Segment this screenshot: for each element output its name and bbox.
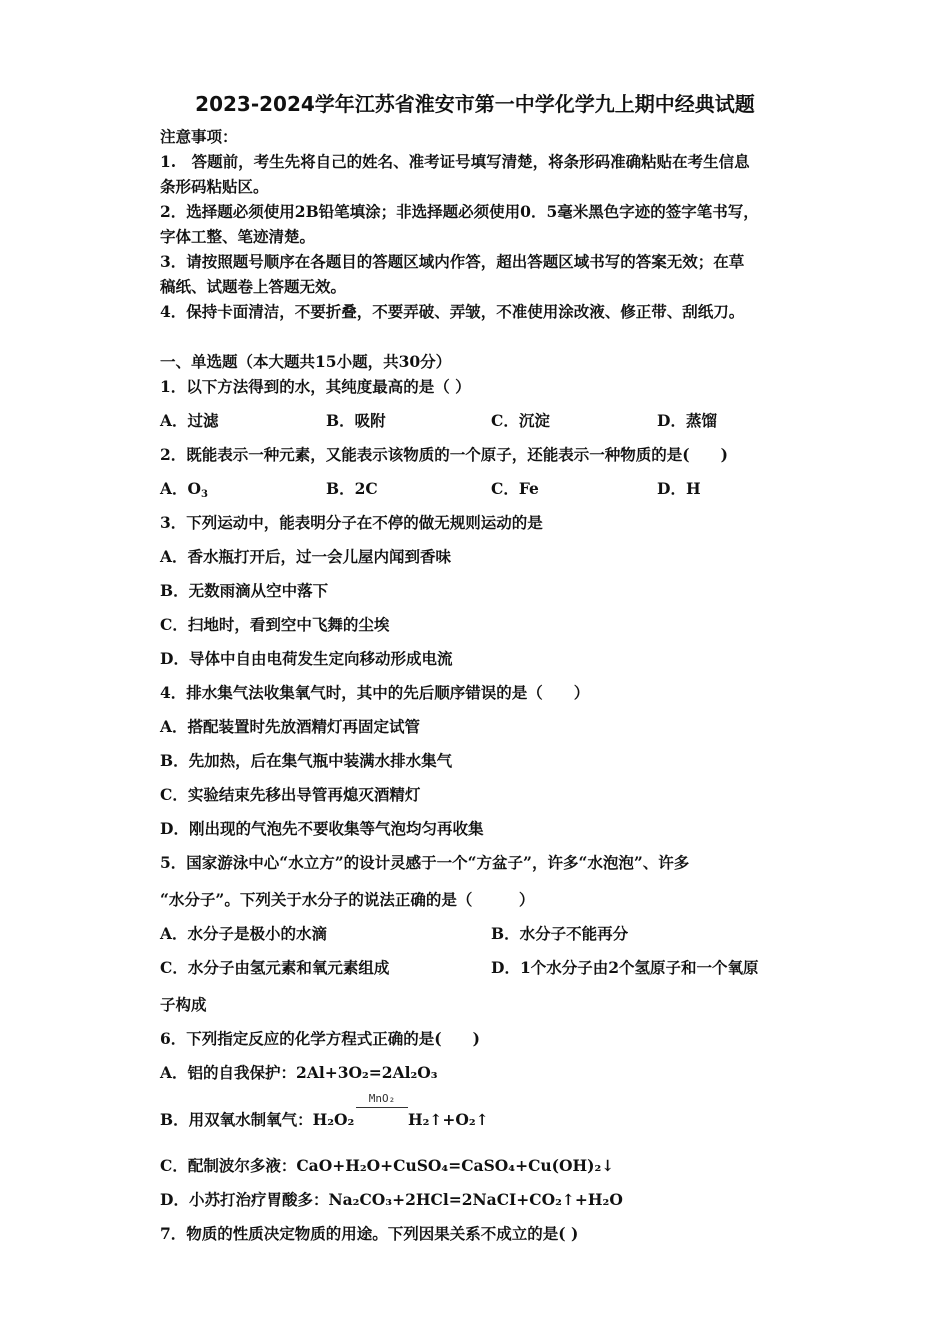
- q3-option-a: A．香水瓶打开后，过一会儿屋内闻到香味: [160, 547, 452, 566]
- q6-option-c: C．配制波尔多液：CaO+H₂O+CuSO₄=CaSO₄+Cu(OH)₂↓: [160, 1156, 615, 1175]
- equation-b-products: H₂↑+O₂↑: [408, 1110, 489, 1129]
- q3-option-d: D．导体中自由电荷发生定向移动形成电流: [160, 649, 453, 668]
- section-heading: 一、单选题（本大题共15小题，共30分）: [160, 352, 452, 371]
- question-2-stem: 2．既能表示一种元素，又能表示该物质的一个原子，还能表示一种物质的是( ): [160, 445, 728, 464]
- notice-line: 4．保持卡面清洁，不要折叠，不要弄破、弄皱，不准使用涂改液、修正带、刮纸刀。: [160, 302, 745, 321]
- equation-b-reactant: H₂O₂: [312, 1110, 355, 1129]
- q6-option-d: D．小苏打治疗胃酸多：Na₂CO₃+2HCl=2NaCI+CO₂↑+H₂O: [160, 1190, 623, 1209]
- catalyst-arrow: [356, 1093, 408, 1108]
- q2-option-a: A．$O_3$: [160, 479, 208, 500]
- notice-line: 3．请按照题号顺序在各题目的答题区域内作答，超出答题区域书写的答案无效；在草: [160, 252, 745, 271]
- question-3-stem: 3．下列运动中，能表明分子在不停的做无规则运动的是: [160, 513, 543, 532]
- q2-option-c: C．Fe: [491, 479, 539, 498]
- question-5-stem: 5．国家游泳中心“水立方”的设计灵感于一个“方盆子”，许多“水泡泡”、许多: [160, 853, 690, 872]
- q3-option-c: C．扫地时，看到空中飞舞的尘埃: [160, 615, 390, 634]
- equation-c: CaO+H₂O+CuSO₄=CaSO₄+Cu(OH)₂↓: [296, 1156, 615, 1175]
- q1-option-d: D．蒸馏: [657, 411, 717, 430]
- q4-option-c: C．实验结束先移出导管再熄灭酒精灯: [160, 785, 421, 804]
- equation-d: Na₂CO₃+2HCl=2NaCI+CO₂↑+H₂O: [328, 1190, 623, 1209]
- q4-option-b: B．先加热，后在集气瓶中装满水排水集气: [160, 751, 453, 770]
- equation-a: 2Al+3O₂=2Al₂O₃: [296, 1063, 438, 1082]
- q2-option-b: B．2C: [326, 479, 378, 498]
- notice-line: 稿纸、试题卷上答题无效。: [160, 277, 347, 296]
- question-5-stem-cont: “水分子”。下列关于水分子的说法正确的是（ ）: [160, 890, 535, 909]
- q5-option-d-cont: 子构成: [160, 995, 207, 1014]
- catalyst-label: MnO₂: [368, 1092, 396, 1105]
- reaction-line: [356, 1107, 408, 1108]
- q5-option-c: C．水分子由氢元素和氧元素组成: [160, 958, 390, 977]
- q4-option-a: A．搭配装置时先放酒精灯再固定试管: [160, 717, 421, 736]
- q5-option-d: D．1个水分子由2个氢原子和一个氧原: [491, 958, 759, 977]
- notice-line: 2．选择题必须使用2B铅笔填涂；非选择题必须使用0．5毫米黑色字迹的签字笔书写，: [160, 202, 759, 221]
- question-7-stem: 7．物质的性质决定物质的用途。下列因果关系不成立的是( ): [160, 1224, 579, 1243]
- q3-option-b: B．无数雨滴从空中落下: [160, 581, 329, 600]
- q6-option-a: A．铝的自我保护：2Al+3O₂=2Al₂O₃: [160, 1063, 438, 1082]
- q4-option-d: D．刚出现的气泡先不要收集等气泡均匀再收集: [160, 819, 484, 838]
- notice-heading: 注意事项：: [160, 127, 238, 146]
- question-4-stem: 4．排水集气法收集氧气时，其中的先后顺序错误的是（ ）: [160, 683, 590, 702]
- q5-option-b: B．水分子不能再分: [491, 924, 629, 943]
- notice-line: 条形码粘贴区。: [160, 177, 269, 196]
- question-1-stem: 1．以下方法得到的水，其纯度最高的是（ ）: [160, 377, 471, 396]
- q1-option-a: A．过滤: [160, 411, 219, 430]
- notice-line: 1. 答题前，考生先将自己的姓名、准考证号填写清楚，将条形码准确粘贴在考生信息: [160, 152, 750, 171]
- question-6-stem: 6．下列指定反应的化学方程式正确的是( ): [160, 1029, 480, 1048]
- q2-option-d: D．H: [657, 479, 701, 498]
- q1-option-b: B．吸附: [326, 411, 386, 430]
- q1-option-c: C．沉淀: [491, 411, 550, 430]
- page-title: 2023-2024学年江苏省淮安市第一中学化学九上期中经典试题: [195, 92, 755, 116]
- notice-line: 字体工整、笔迹清楚。: [160, 227, 316, 246]
- q6-option-b: B．用双氧水制氧气：H₂O₂: [160, 1110, 355, 1129]
- q5-option-a: A．水分子是极小的水滴: [160, 924, 328, 943]
